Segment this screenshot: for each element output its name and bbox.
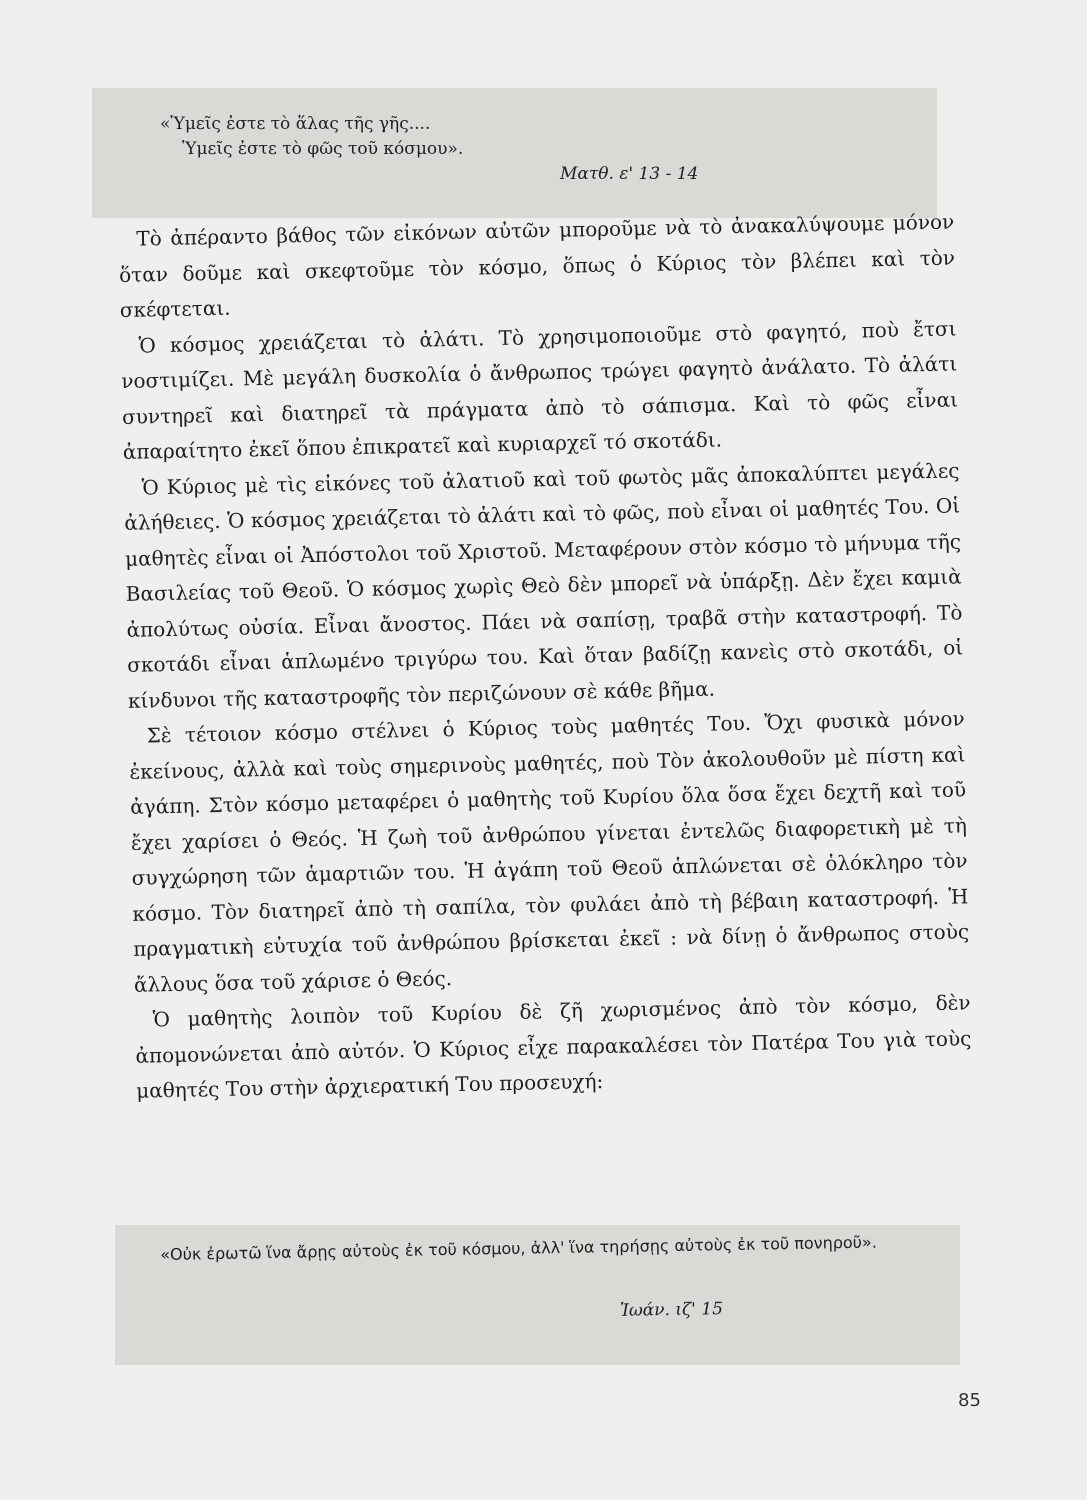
epigraph-line-1: «Ὑμεῖς ἐστε τὸ ἅλας τῆς γῆς.... <box>160 114 431 134</box>
paragraph-4: Σὲ τέτοιον κόσμο στέλνει ὁ Κύριος τοὺς μαθητές Του. Ὄχι φυσικὰ μόνον ἐκείνους, ἀλλὰ καὶ τοὺς σημερινοὺς μαθητές, ποὺ Τὸν ἀκολουθοῦν μὲ πίστη καὶ ἀγάπη. Στὸν κόσμο μεταφέρει ὁ μαθητὴς τοῦ Κυρίου ὅλα ὅσα ἔχει δεχτῆ καὶ τοῦ ἔχει χαρίσει ὁ Θεός. Ἡ ζωὴ τοῦ ἀνθρώπου γίνεται ἐντελῶς διαφορετικὴ μὲ τὴ συγχώρηση τῶν ἁμαρτιῶν του. Ἡ ἀγάπη τοῦ Θεοῦ ἁπλώνεται σὲ ὁλόκληρο τὸν κόσμο. Τὸν διατηρεῖ ἀπὸ τὴ σαπίλα, τὸν φυλάει ἀπὸ τὴ βέβαιη καταστροφή. Ἡ πραγματικὴ εὐτυχία τοῦ ἀνθρώπου βρίσκεται ἐκεῖ : νὰ δίνῃ ὁ ἄνθρωπος στοὺς ἄλλους ὅσα τοῦ χάρισε ὁ Θεός. <box>129 706 970 997</box>
body-text <box>118 204 972 1109</box>
epigraph <box>160 112 720 162</box>
paragraph-5: Ὁ μαθητὴς λοιπὸν τοῦ Κυρίου δὲ ζῆ χωρισμένος ἀπὸ τὸν κόσμο, δὲν ἀπομονώνεται ἀπὸ αὐτόν. Ὁ Κύριος εἶχε παρακαλέσει τὸν Πατέρα Του γιὰ τοὺς μαθητές Του στὴν ἀρχιερατική Του προσευχή: <box>135 990 972 1103</box>
epigraph-line-2: Ὑμεῖς ἐστε τὸ φῶς τοῦ κόσμου». <box>182 139 464 159</box>
epigraph-reference: Ματθ. ε' 13 - 14 <box>560 164 699 184</box>
page-number: 85 <box>958 1390 981 1411</box>
closing-quote-text: «Οὐκ ἐρωτῶ ἵνα ἄρῃς αὐτοὺς ἐκ τοῦ κόσμου, ἀλλ' ἵνα τηρήσῃς αὐτοὺς ἐκ τοῦ πονηροῦ». <box>160 1232 877 1264</box>
paragraph-3: Ὁ Κύριος μὲ τὶς εἰκόνες τοῦ ἀλατιοῦ καὶ τοῦ φωτὸς μᾶς ἀποκαλύπτει μεγάλες ἀλήθειες. Ὁ κόσμος χρειάζεται τὸ ἀλάτι καὶ τὸ φῶς, ποὺ εἶναι οἱ μαθητές Του. Οἱ μαθητὲς εἶναι οἱ Ἀπόστολοι τοῦ Χριστοῦ. Μεταφέρουν στὸν κόσμο τὸ μήνυμα τῆς Βασιλείας τοῦ Θεοῦ. Ὁ κόσμος χωρὶς Θεὸ δὲν μπορεῖ νὰ ὑπάρξῃ. Δὲν ἔχει καμιὰ ἀπολύτως οὐσία. Εἶναι ἄνοστος. Πάει νὰ σαπίσῃ, τραβᾶ στὴν καταστροφή. Τὸ σκοτάδι εἶναι ἁπλωμένο τριγύρω του. Καὶ ὅταν βαδίζῃ κανεὶς στὸ σκοτάδι, οἱ κίνδυνοι τῆς καταστροφῆς τὸν περιζώνουν σὲ κάθε βῆμα. <box>124 457 964 713</box>
closing-quote-reference: Ἰωάν. ιζ' 15 <box>619 1299 724 1321</box>
paragraph-2: Ὁ κόσμος χρειάζεται τὸ ἀλάτι. Τὸ χρησιμοποιοῦμε στὸ φαγητό, ποὺ ἔτσι νοστιμίζει. Μὲ μεγάλη δυσκολία ὁ ἄνθρωπος τρώγει φαγητὸ ἀνάλατο. Τὸ ἀλάτι συντηρεῖ καὶ διατηρεῖ τὰ πράγματα ἀπὸ τὸ σάπισμα. Καὶ τὸ φῶς εἶναι ἀπαραίτητο ἐκεῖ ὅπου ἐπικρατεῖ καὶ κυριαρχεῖ τό σκοτάδι. <box>121 315 959 464</box>
paragraph-1: Τὸ ἀπέραντο βάθος τῶν εἰκόνων αὐτῶν μποροῦμε νὰ τὸ ἀνακαλύψουμε μόνον ὅταν δοῦμε καὶ σκεφτοῦμε τὸν κόσμο, ὅπως ὁ Κύριος τὸν βλέπει καὶ τὸν σκέφτεται. <box>118 209 956 322</box>
